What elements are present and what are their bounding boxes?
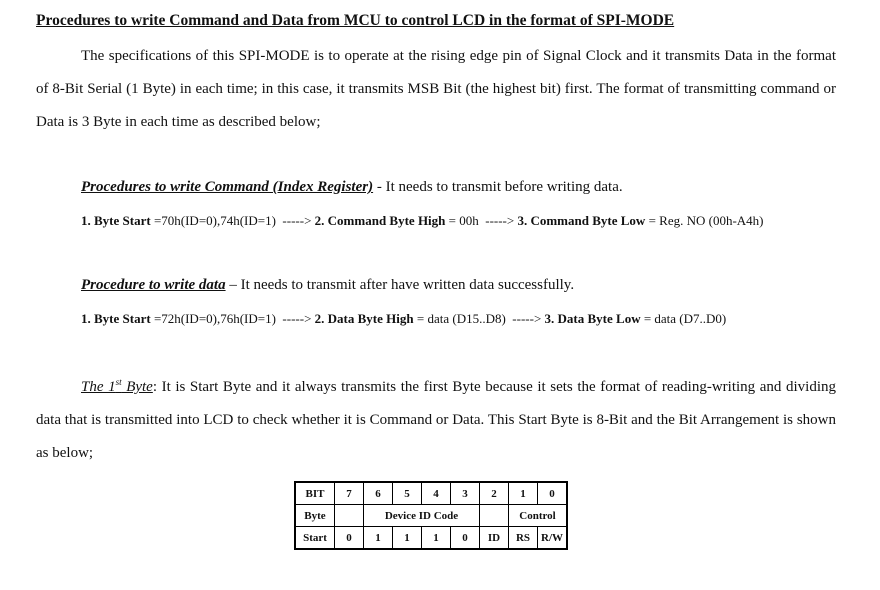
command-step3-value: = Reg. NO (00h-A4h) [645, 213, 764, 228]
intro-paragraph: The specifications of this SPI-MODE is to operate at the rising edge pin of Signal Clock and it transmits Data in the format of 8-Bit Serial (1 Byte) in each time; in this case, it transmits MSB Bit (the highest bit) first. The format of transmitting command or Data is 3 Byte in each time as described below; [36, 48, 836, 130]
bit-table-row-start [295, 527, 567, 550]
data-step2-value: = data (D15..D8) -----> [413, 311, 545, 326]
start-byte-bit-table [294, 481, 568, 550]
data-step1-label: 1. Byte Start [81, 311, 151, 326]
bit-table-cell [335, 505, 364, 527]
command-step1-label: 1. Byte Start [81, 213, 151, 228]
data-heading [81, 277, 574, 294]
data-step1-value: =72h(ID=0),76h(ID=1) -----> [150, 311, 315, 326]
bit-table-cell: 4 [422, 482, 451, 505]
device-id-code-cell: Device ID Code [364, 505, 480, 527]
bit-table-cell: Start [295, 527, 335, 550]
first-byte-lead [81, 379, 153, 395]
bit-table-cell: 1 [364, 527, 393, 550]
command-steps [81, 213, 764, 229]
first-byte-paragraph [36, 366, 836, 470]
bit-table-cell: 0 [335, 527, 364, 550]
bit-table-cell [480, 505, 509, 527]
bit-table-cell: R/W [538, 527, 568, 550]
command-heading [81, 179, 623, 196]
bit-table-cell: Byte [295, 505, 335, 527]
bit-table-cell: BIT [295, 482, 335, 505]
data-heading-title: Procedure to write data [81, 277, 226, 293]
bit-table-cell: 7 [335, 482, 364, 505]
command-heading-rest: - It needs to transmit before writing data. [373, 179, 623, 195]
data-step3-value: = data (D7..D0) [640, 311, 727, 326]
bit-table-cell: 2 [480, 482, 509, 505]
first-byte-lead-post: Byte [121, 379, 153, 395]
bit-table-cell: RS [509, 527, 538, 550]
command-heading-title: Procedures to write Command (Index Register) [81, 179, 374, 195]
bit-table-cell: 0 [451, 527, 480, 550]
bit-table-row-byte [295, 505, 567, 527]
bit-table-cell: 0 [538, 482, 568, 505]
first-byte-text: : It is Start Byte and it always transmits the first Byte because it sets the format of reading-writing and dividing data that is transmitted into LCD to check whether it is Command or Data. This Start Byte is 8-Bit and the Bit Arrangement is shown as below; [36, 379, 837, 461]
control-cell: Control [509, 505, 568, 527]
data-steps [81, 311, 726, 327]
data-heading-rest: – It needs to transmit after have written data successfully. [225, 277, 575, 293]
bit-table-cell: 1 [393, 527, 422, 550]
bit-table-cell: 1 [422, 527, 451, 550]
bit-table-cell: 5 [393, 482, 422, 505]
bit-table-cell: 6 [364, 482, 393, 505]
bit-table-cell: 1 [509, 482, 538, 505]
command-step3-label: 3. Command Byte Low [517, 213, 646, 228]
first-byte-lead-sup: st [115, 377, 122, 387]
bit-table-row-bit [295, 482, 567, 505]
command-step2-value: = 00h -----> [445, 213, 518, 228]
bit-table-cell: ID [480, 527, 509, 550]
bit-table-cell: 3 [451, 482, 480, 505]
command-step2-label: 2. Command Byte High [314, 213, 446, 228]
page-title: Procedures to write Command and Data from MCU to control LCD in the format of SPI-MODE [36, 12, 675, 29]
first-byte-lead-pre: The 1 [81, 379, 116, 395]
data-step3-label: 3. Data Byte Low [544, 311, 641, 326]
command-step1-value: =70h(ID=0),74h(ID=1) -----> [150, 213, 315, 228]
data-step2-label: 2. Data Byte High [314, 311, 414, 326]
